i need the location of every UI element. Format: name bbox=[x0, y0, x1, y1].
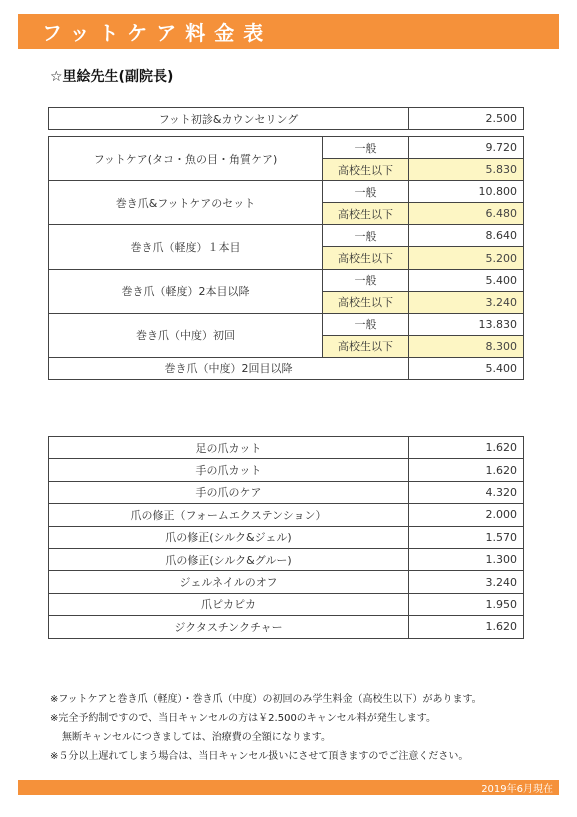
student-price: 3.240 bbox=[409, 291, 524, 313]
service-price: 2.500 bbox=[409, 108, 524, 130]
student-label: 高校生以下 bbox=[323, 335, 409, 357]
nail-service-table bbox=[48, 436, 524, 639]
notes bbox=[50, 690, 560, 766]
service-price: 1.620 bbox=[409, 459, 524, 481]
service-name: 巻き爪（中度）初回 bbox=[49, 313, 323, 357]
service-name: フットケア(タコ・魚の目・角質ケア) bbox=[49, 137, 323, 181]
service-price: 1.620 bbox=[409, 437, 524, 459]
service-name: 爪の修正(シルク&ジェル) bbox=[49, 526, 409, 548]
page-title: フットケア料金表 bbox=[42, 21, 273, 45]
service-price: 1.570 bbox=[409, 526, 524, 548]
service-name: 手の爪カット bbox=[49, 459, 409, 481]
general-price: 13.830 bbox=[409, 313, 524, 335]
table-row bbox=[49, 313, 524, 335]
service-name: フット初診&カウンセリング bbox=[49, 108, 409, 130]
table-row bbox=[49, 137, 524, 159]
note-late-arrival: ※５分以上遅れてしまう場合は、当日キャンセル扱いにさせて頂きますのでご注意ください。 bbox=[50, 751, 469, 762]
student-label: 高校生以下 bbox=[323, 291, 409, 313]
table-row bbox=[49, 108, 524, 130]
note-cancellation-fee: ※完全予約制ですので、当日キャンセルの方は￥2.500のキャンセル料が発生します。 bbox=[50, 713, 437, 724]
table-row bbox=[49, 593, 524, 615]
student-price: 5.830 bbox=[409, 159, 524, 181]
table-row bbox=[49, 459, 524, 481]
general-price: 9.720 bbox=[409, 137, 524, 159]
student-price: 5.200 bbox=[409, 247, 524, 269]
service-name: 巻き爪&フットケアのセット bbox=[49, 181, 323, 225]
table-row bbox=[49, 526, 524, 548]
table-row bbox=[49, 616, 524, 638]
table-row bbox=[49, 548, 524, 570]
service-name: 爪の修正(シルク&グルー) bbox=[49, 548, 409, 570]
service-name: 爪ピカピカ bbox=[49, 593, 409, 615]
general-price: 10.800 bbox=[409, 181, 524, 203]
student-label: 高校生以下 bbox=[323, 247, 409, 269]
footer-date: 2019年6月現在 bbox=[481, 784, 553, 795]
doctor-heading: ☆里絵先生(副院長) bbox=[50, 69, 174, 85]
note-student-pricing: ※フットケアと巻き爪（軽度）・巻き爪（中度）の初回のみ学生料金（高校生以下）があります。 bbox=[50, 694, 482, 705]
general-label: 一般 bbox=[323, 181, 409, 203]
service-name: 足の爪カット bbox=[49, 437, 409, 459]
service-price: 4.320 bbox=[409, 481, 524, 503]
student-label: 高校生以下 bbox=[323, 203, 409, 225]
general-price: 5.400 bbox=[409, 269, 524, 291]
table-row bbox=[49, 504, 524, 526]
general-label: 一般 bbox=[323, 269, 409, 291]
service-price: 5.400 bbox=[409, 357, 524, 379]
service-name: 手の爪のケア bbox=[49, 481, 409, 503]
tiered-price-table bbox=[48, 136, 524, 380]
table-row bbox=[49, 357, 524, 379]
service-name: ジクタスチンクチャー bbox=[49, 616, 409, 638]
general-label: 一般 bbox=[323, 313, 409, 335]
table-row bbox=[49, 181, 524, 203]
table-row bbox=[49, 269, 524, 291]
service-price: 1.620 bbox=[409, 616, 524, 638]
footer-bar bbox=[18, 780, 559, 795]
general-label: 一般 bbox=[323, 225, 409, 247]
consultation-table bbox=[48, 107, 524, 130]
service-price: 2.000 bbox=[409, 504, 524, 526]
table-row bbox=[49, 225, 524, 247]
general-price: 8.640 bbox=[409, 225, 524, 247]
student-label: 高校生以下 bbox=[323, 159, 409, 181]
service-price: 1.950 bbox=[409, 593, 524, 615]
service-name: ジェルネイルのオフ bbox=[49, 571, 409, 593]
student-price: 8.300 bbox=[409, 335, 524, 357]
table-row bbox=[49, 571, 524, 593]
service-name: 巻き爪（軽度）１本目 bbox=[49, 225, 323, 269]
service-name: 巻き爪（軽度）2本目以降 bbox=[49, 269, 323, 313]
service-name: 爪の修正（フォームエクステンション） bbox=[49, 504, 409, 526]
header-bar bbox=[18, 14, 559, 49]
service-name: 巻き爪（中度）2回目以降 bbox=[49, 357, 409, 379]
general-label: 一般 bbox=[323, 137, 409, 159]
table-row bbox=[49, 437, 524, 459]
service-price: 3.240 bbox=[409, 571, 524, 593]
student-price: 6.480 bbox=[409, 203, 524, 225]
table-row bbox=[49, 481, 524, 503]
note-no-show: 無断キャンセルにつきましては、治療費の全額になります。 bbox=[62, 732, 331, 743]
service-price: 1.300 bbox=[409, 548, 524, 570]
